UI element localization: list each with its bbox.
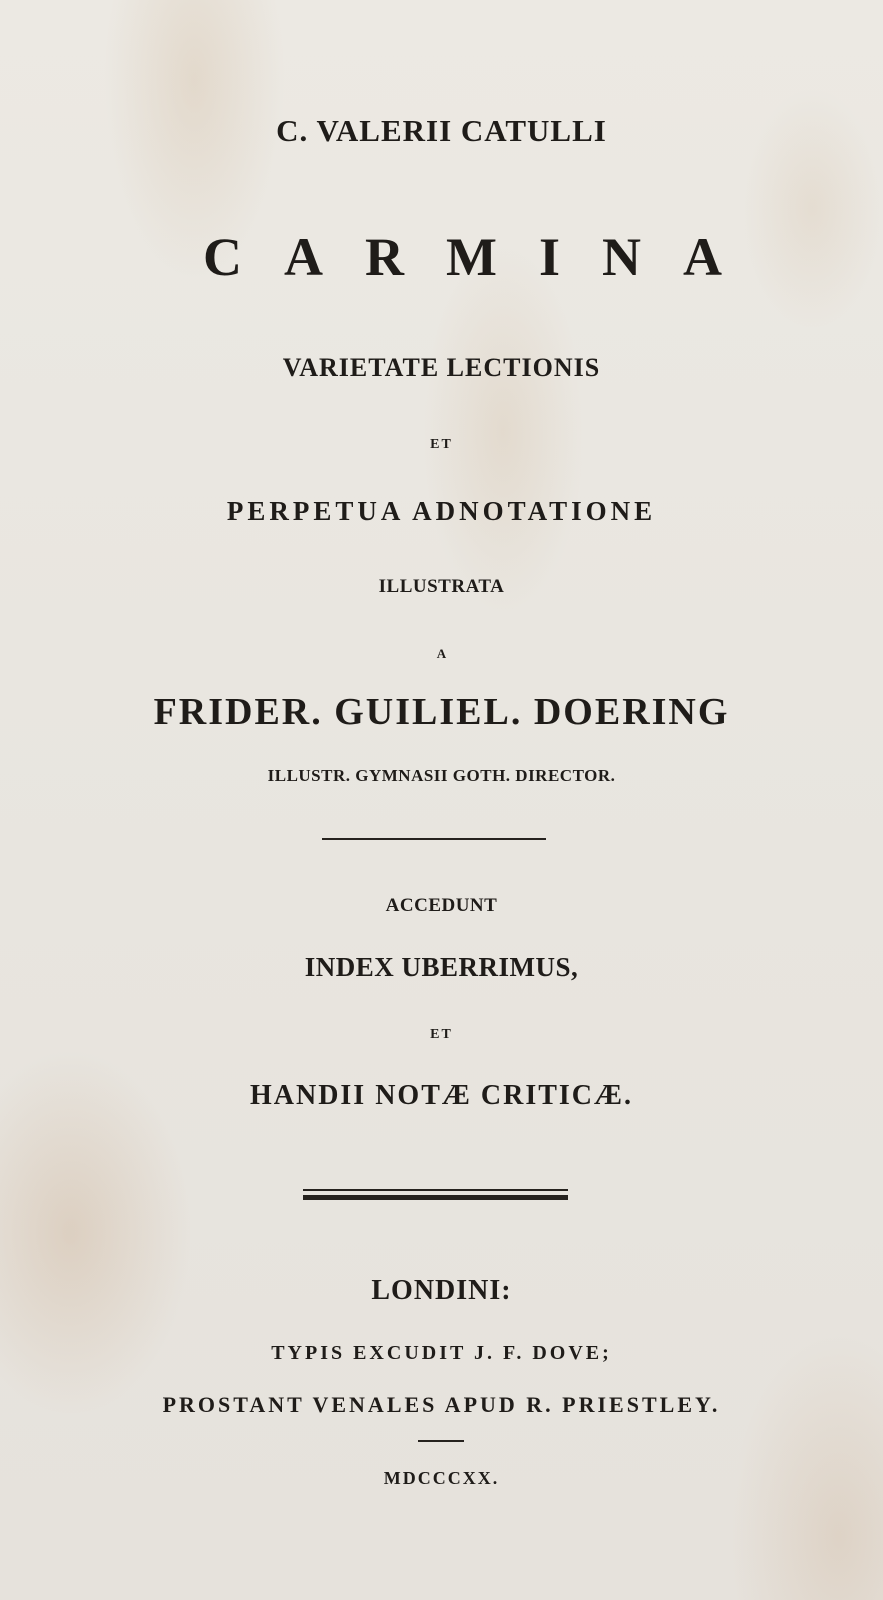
by-line: A — [436, 646, 447, 661]
author-line: C. VALERII CATULLI — [276, 113, 607, 148]
index-line: INDEX UBERRIMUS, — [304, 952, 579, 982]
imprint-printer: TYPIS EXCUDIT J. F. DOVE; — [271, 1342, 612, 1364]
subtitle-annotation: PERPETUA ADNOTATIONE — [226, 496, 657, 526]
notes-line: HANDII NOTÆ CRITICÆ. — [249, 1080, 634, 1111]
accedunt-line: ACCEDUNT — [385, 895, 498, 916]
double-rule-thin — [303, 1189, 568, 1191]
short-rule — [418, 1440, 464, 1442]
editor-name: FRIDER. GUILIEL. DOERING — [153, 691, 730, 733]
main-title: CARMINA — [203, 227, 764, 287]
illustrata-line: ILLUSTRATA — [378, 576, 505, 597]
conjunction-et-1: ET — [430, 437, 453, 452]
subtitle-variety: VARIETATE LECTIONIS — [282, 353, 601, 382]
double-rule-thick — [303, 1195, 568, 1200]
conjunction-et-2: ET — [430, 1027, 453, 1042]
imprint-year: MDCCCXX. — [383, 1468, 500, 1488]
editor-role: ILLUSTR. GYMNASII GOTH. DIRECTOR. — [267, 766, 616, 785]
imprint-place: LONDINI: — [371, 1275, 512, 1306]
divider-rule — [322, 838, 546, 840]
imprint-seller: PROSTANT VENALES APUD R. PRIESTLEY. — [162, 1392, 721, 1417]
